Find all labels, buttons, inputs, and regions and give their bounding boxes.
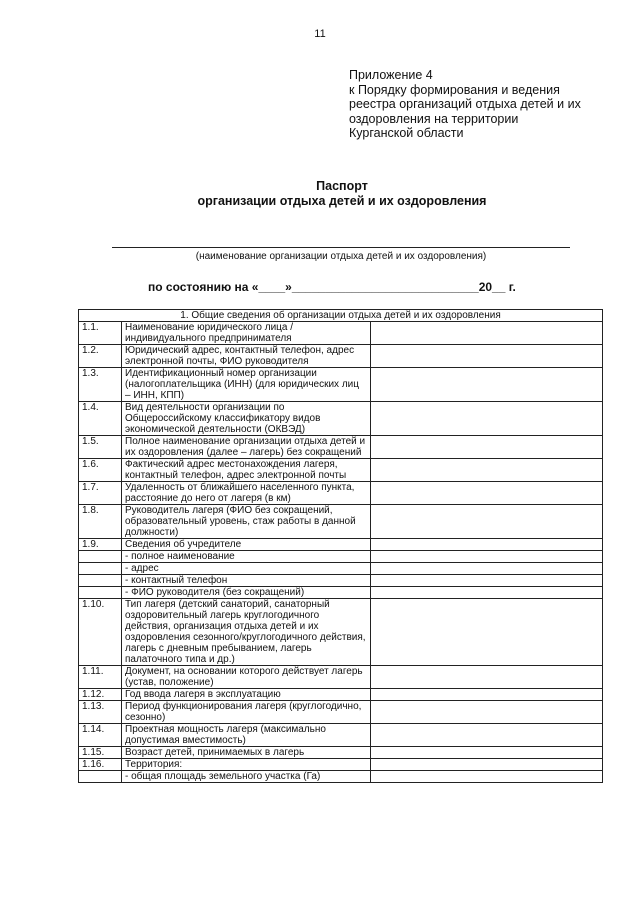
appendix-line: к Порядку формирования и ведения — [349, 82, 560, 97]
row-label: - адрес — [122, 563, 371, 575]
row-label: Возраст детей, принимаемых в лагерь — [122, 747, 371, 759]
appendix-line: Курганской области — [349, 126, 464, 140]
row-value-cell[interactable] — [371, 666, 603, 689]
row-label: Идентификационный номер организации (налогоплательщика (ИНН) (для юридических лиц – ИНН, КПП) — [122, 368, 371, 402]
document-subtitle: организации отдыха детей и их оздоровления — [197, 194, 487, 208]
row-value-cell[interactable] — [371, 587, 603, 599]
row-label: - контактный телефон — [122, 575, 371, 587]
table-row — [79, 551, 603, 563]
table-row — [79, 563, 603, 575]
page-number: 11 — [314, 28, 326, 40]
table-row — [79, 322, 603, 345]
row-label: Фактический адрес местонахождения лагеря, контактный телефон, адрес электронной почты — [122, 459, 371, 482]
row-number — [79, 575, 122, 587]
row-value-cell[interactable] — [371, 436, 603, 459]
row-value-cell[interactable] — [371, 689, 603, 701]
row-number — [79, 587, 122, 599]
row-label: Удаленность от ближайшего населенного пункта, расстояние до него от лагеря (в км) — [122, 482, 371, 505]
row-value-cell[interactable] — [371, 482, 603, 505]
row-number: 1.10. — [79, 599, 122, 666]
row-label: - полное наименование — [122, 551, 371, 563]
row-number: 1.1. — [79, 322, 122, 345]
table-row — [79, 575, 603, 587]
table-row — [79, 402, 603, 436]
row-value-cell[interactable] — [371, 459, 603, 482]
row-number: 1.4. — [79, 402, 122, 436]
table-row — [79, 345, 603, 368]
row-label: Тип лагеря (детский санаторий, санаторный оздоровительный лагерь круглогодичного действия, организация отдыха детей и их оздоровления сезонного/круглогодичного действия, лагерь с дневным пребыванием, лагерь палаточного типа и др.) — [122, 599, 371, 666]
row-value-cell[interactable] — [371, 322, 603, 345]
table-row — [79, 759, 603, 771]
row-label: Проектная мощность лагеря (максимально допустимая вместимость) — [122, 724, 371, 747]
row-value-cell[interactable] — [371, 599, 603, 666]
passport-table — [78, 309, 603, 783]
row-label: Территория: — [122, 759, 371, 771]
row-value-cell[interactable] — [371, 575, 603, 587]
row-label: Полное наименование организации отдыха детей и их оздоровления (далее – лагерь) без сокращений — [122, 436, 371, 459]
row-value-cell[interactable] — [371, 747, 603, 759]
table-row — [79, 747, 603, 759]
row-number: 1.11. — [79, 666, 122, 689]
row-number: 1.3. — [79, 368, 122, 402]
row-value-cell[interactable] — [371, 368, 603, 402]
row-value-cell[interactable] — [371, 724, 603, 747]
table-row — [79, 771, 603, 783]
row-number: 1.9. — [79, 539, 122, 551]
row-value-cell[interactable] — [371, 551, 603, 563]
row-number: 1.14. — [79, 724, 122, 747]
row-label: Документ, на основании которого действует лагерь (устав, положение) — [122, 666, 371, 689]
row-label: Наименование юридического лица / индивидуального предпринимателя — [122, 322, 371, 345]
row-value-cell[interactable] — [371, 402, 603, 436]
table-row — [79, 368, 603, 402]
row-value-cell[interactable] — [371, 771, 603, 783]
row-value-cell[interactable] — [371, 759, 603, 771]
row-number — [79, 563, 122, 575]
row-value-cell[interactable] — [371, 701, 603, 724]
row-label: Руководитель лагеря (ФИО без сокращений, образовательный уровень, стаж работы в данной должности) — [122, 505, 371, 539]
table-row — [79, 459, 603, 482]
row-number: 1.16. — [79, 759, 122, 771]
as-of-date-line: по состоянию на «____»____________________________20__ г. — [148, 280, 516, 294]
row-number: 1.15. — [79, 747, 122, 759]
row-number: 1.13. — [79, 701, 122, 724]
document-title: Паспорт — [316, 179, 368, 193]
row-value-cell[interactable] — [371, 345, 603, 368]
organization-name-caption: (наименование организации отдыха детей и их оздоровления) — [195, 251, 487, 262]
row-number: 1.7. — [79, 482, 122, 505]
row-number: 1.6. — [79, 459, 122, 482]
section-header: 1. Общие сведения об организации отдыха детей и их оздоровления — [79, 310, 603, 322]
row-value-cell[interactable] — [371, 505, 603, 539]
appendix-line: реестра организаций отдыха детей и их — [349, 97, 581, 111]
table-row — [79, 505, 603, 539]
table-row — [79, 587, 603, 599]
row-label: Год ввода лагеря в эксплуатацию — [122, 689, 371, 701]
table-row — [79, 701, 603, 724]
row-label: Сведения об учредителе — [122, 539, 371, 551]
row-label: Период функционирования лагеря (круглогодично, сезонно) — [122, 701, 371, 724]
row-value-cell[interactable] — [371, 563, 603, 575]
row-number: 1.8. — [79, 505, 122, 539]
row-number — [79, 771, 122, 783]
row-label: Вид деятельности организации по Общероссийскому классификатору видов экономической деятельности (ОКВЭД) — [122, 402, 371, 436]
appendix-line: Приложение 4 — [349, 68, 433, 82]
organization-name-line — [112, 247, 570, 248]
row-label: - общая площадь земельного участка (Га) — [122, 771, 371, 783]
table-row — [79, 436, 603, 459]
table-row — [79, 666, 603, 689]
row-label: Юридический адрес, контактный телефон, адрес электронной почты, ФИО руководителя — [122, 345, 371, 368]
table-row — [79, 539, 603, 551]
row-label: - ФИО руководителя (без сокращений) — [122, 587, 371, 599]
row-number: 1.12. — [79, 689, 122, 701]
table-row — [79, 482, 603, 505]
row-value-cell[interactable] — [371, 539, 603, 551]
table-row — [79, 724, 603, 747]
row-number — [79, 551, 122, 563]
section-header-row — [79, 310, 603, 322]
appendix-header — [349, 68, 609, 141]
table-row — [79, 599, 603, 666]
row-number: 1.5. — [79, 436, 122, 459]
row-number: 1.2. — [79, 345, 122, 368]
table-row — [79, 689, 603, 701]
appendix-line: оздоровления на территории — [349, 111, 519, 126]
